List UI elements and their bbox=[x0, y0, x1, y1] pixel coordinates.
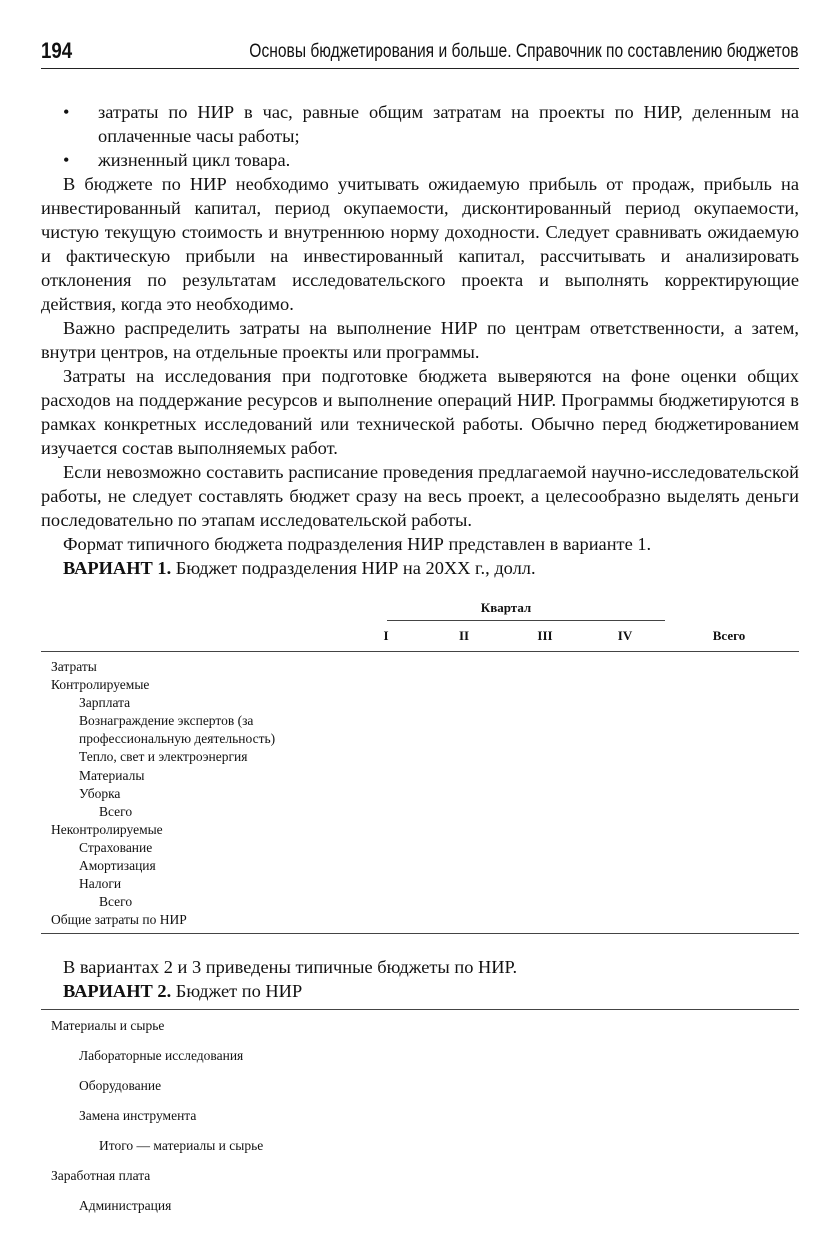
column-header-q2: II bbox=[458, 628, 470, 643]
variant1-table bbox=[41, 592, 799, 937]
paragraph: Важно распределить затраты на выполнение НИР по центрам ответственности, а затем, внутри центров, на отдельные проекты или программы. bbox=[41, 318, 799, 362]
table-row: Вознаграждение экспертов (за bbox=[79, 713, 254, 729]
column-header-q4: IV bbox=[617, 628, 633, 643]
table-row: Всего bbox=[99, 803, 133, 819]
table-row: Общие затраты по НИР bbox=[51, 912, 187, 928]
table-row: Амортизация bbox=[79, 858, 156, 874]
variant1-title-text: Бюджет подразделения НИР на 20ХХ г., долл. bbox=[175, 558, 536, 578]
table-row: Материалы bbox=[79, 767, 145, 783]
table-row: Уборка bbox=[79, 785, 121, 801]
table-row: Налоги bbox=[79, 876, 122, 892]
variant1-title bbox=[41, 556, 799, 580]
table-row: Неконтролируемые bbox=[51, 821, 163, 837]
variant2-table bbox=[41, 1008, 799, 1253]
table-row: Всего bbox=[99, 894, 133, 910]
column-header-q1: I bbox=[383, 628, 389, 643]
running-title: Основы бюджетирования и больше. Справочник по составлению бюджетов bbox=[249, 40, 799, 62]
bullet-item: • жизненный цикл товара. bbox=[41, 148, 799, 172]
variant2-rows bbox=[51, 1017, 263, 1227]
table-row: Страхование bbox=[79, 839, 153, 855]
bullet-item: • затраты по НИР в час, равные общим затратам на проекты по НИР, деленным на оплаченные часы работы; bbox=[41, 100, 799, 148]
paragraph: В бюджете по НИР необходимо учитывать ожидаемую прибыль от продаж, прибыль на инвестированный капитал, период окупаемости, дисконтированный период окупаемости, чистую текущую стоимость и внутреннюю норму доходности. Следует сравнивать ожидаемую и фактическую прибыли на инвестированный капитал, рассчитывать и анализировать отклонения по результатам исследовательского проекта и выполнять корректирующие действия, когда это необходимо. bbox=[41, 174, 799, 314]
body-text bbox=[41, 100, 799, 580]
table-row: Материалы и сырье bbox=[51, 1018, 165, 1033]
page-header bbox=[41, 36, 799, 69]
paragraph: Если невозможно составить расписание проведения предлагаемой научно-исследовательской работы, не следует составлять бюджет сразу на весь проект, а целесообразно выделять деньги последовательно по этапам исследовательской работы. bbox=[41, 462, 799, 530]
variant1-rows bbox=[51, 658, 275, 929]
variant2-title bbox=[41, 979, 799, 1003]
variant2-label: ВАРИАНТ 2. bbox=[63, 981, 172, 1001]
table-row: Заработная плата bbox=[51, 1168, 151, 1183]
table-row: Оборудование bbox=[79, 1078, 162, 1093]
table-row: Контролируемые bbox=[51, 677, 150, 693]
group-underline bbox=[387, 620, 665, 621]
variants-intro: В вариантах 2 и 3 приведены типичные бюджеты по НИР. bbox=[63, 957, 518, 977]
variants-intro-block bbox=[41, 955, 799, 1003]
table-row: Лабораторные исследования bbox=[79, 1048, 244, 1063]
table-row: профессиональную деятельность) bbox=[79, 731, 276, 747]
table-row: Итого — материалы и сырье bbox=[99, 1138, 264, 1153]
paragraph: Формат типичного бюджета подразделения НИР представлен в варианте 1. bbox=[63, 534, 652, 554]
column-header-q3: III bbox=[537, 628, 553, 643]
table-row: Тепло, свет и электроэнергия bbox=[79, 749, 248, 765]
table-row: Администрация bbox=[79, 1198, 172, 1213]
table-row: Затраты bbox=[51, 659, 97, 674]
quarter-group-header: Квартал bbox=[480, 600, 532, 615]
paragraph: Затраты на исследования при подготовке бюджета выверяются на фоне оценки общих расходов на поддержание ресурсов и выполнение операций НИР. Программы бюджетируются в рамках конкретных исследований или технической работы. Обычно перед бюджетированием изучается состав выполняемых работ. bbox=[41, 366, 799, 458]
table-row: Зарплата bbox=[79, 695, 131, 711]
table-row: Замена инструмента bbox=[79, 1108, 197, 1123]
table-bottom-rule bbox=[41, 933, 799, 934]
header-rule bbox=[41, 651, 799, 652]
variant2-title-text: Бюджет по НИР bbox=[175, 981, 303, 1001]
table-top-rule bbox=[41, 1009, 799, 1010]
variant1-label: ВАРИАНТ 1. bbox=[63, 558, 172, 578]
page-number: 194 bbox=[41, 38, 73, 63]
column-header-total: Всего bbox=[712, 628, 746, 643]
